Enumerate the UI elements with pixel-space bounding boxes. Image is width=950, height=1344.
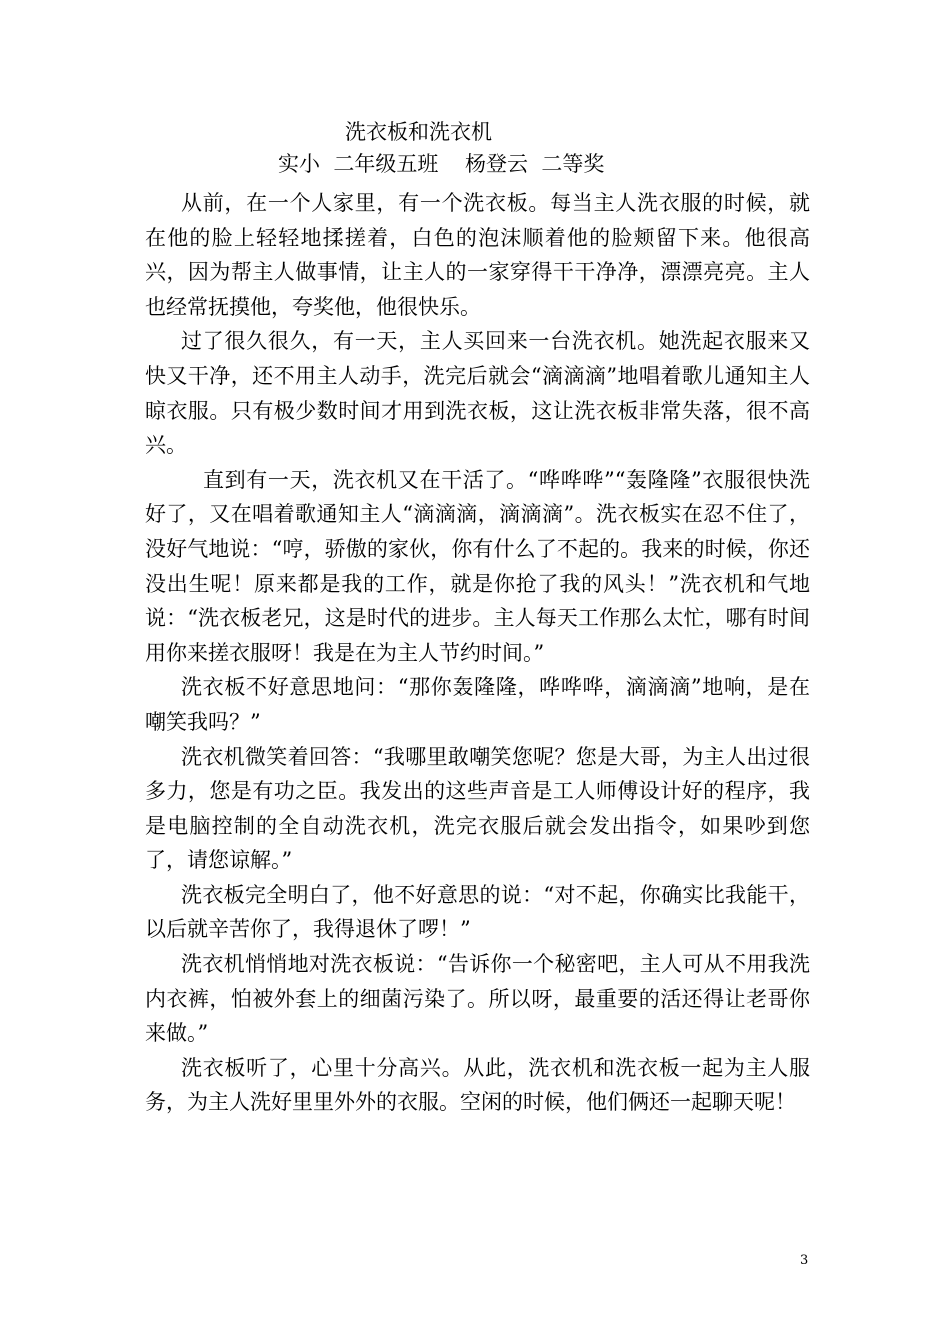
- essay-title: 洗衣板和洗衣机: [345, 120, 492, 144]
- paragraph-7: 洗衣机悄悄地对洗衣板说：“告诉你一个秘密吧，主人可从不用我洗内衣裤，怕被外套上的细菌污染了。所以呀，最重要的活还得让老哥你来做。”: [145, 952, 810, 1046]
- paragraph-3: 直到有一天，洗衣机又在干活了。“哗哗哗”“轰隆隆”衣服很快洗好了，又在唱着歌通知主人“滴滴滴，滴滴滴”。洗衣板实在忍不住了，没好气地说：“哼，骄傲的家伙，你有什么了不起的。我来的时候，你还没出生呢！原来都是我的工作，就是你抢了我的风头！”洗衣机和气地说：“洗衣板老兄，这是时代的进步。主人每天工作那么太忙，哪有时间用你来搓衣服呀！我是在为主人节约时间。”: [145, 467, 810, 665]
- paragraph-6: 洗衣板完全明白了，他不好意思的说：“对不起，你确实比我能干，以后就辛苦你了，我得退休了啰！”: [145, 882, 810, 942]
- author-byline: 实小 二年级五班 杨登云 二等奖: [278, 152, 605, 176]
- page-number: 3: [800, 1253, 809, 1268]
- paragraph-5: 洗衣机微笑着回答：“我哪里敢嘲笑您呢？您是大哥，为主人出过很多力，您是有功之臣。我发出的这些声音是工人师傅设计好的程序，我是电脑控制的全自动洗衣机，洗完衣服后就会发出指令，如果吵到您了，请您谅解。”: [145, 744, 810, 873]
- paragraph-8: 洗衣板听了，心里十分高兴。从此，洗衣机和洗衣板一起为主人服务，为主人洗好里里外外的衣服。空闲的时候，他们俩还一起聊天呢！: [145, 1055, 810, 1115]
- paragraph-1: 从前，在一个人家里，有一个洗衣板。每当主人洗衣服的时候，就在他的脸上轻轻地揉搓着，白色的泡沫顺着他的脸颊留下来。他很高兴，因为帮主人做事情，让主人的一家穿得干干净净，漂漂亮亮。主人也经常抚摸他，夸奖他，他很快乐。: [145, 191, 810, 319]
- essay-body: [145, 186, 810, 1120]
- paragraph-2: 过了很久很久，有一天，主人买回来一台洗衣机。她洗起衣服来又快又干净，还不用主人动手，洗完后就会“滴滴滴”地唱着歌儿通知主人晾衣服。只有极少数时间才用到洗衣板，这让洗衣板非常失落，很不高兴。: [145, 329, 810, 458]
- paragraph-4: 洗衣板不好意思地问：“那你轰隆隆，哗哗哗，滴滴滴”地响，是在嘲笑我吗？”: [145, 675, 810, 734]
